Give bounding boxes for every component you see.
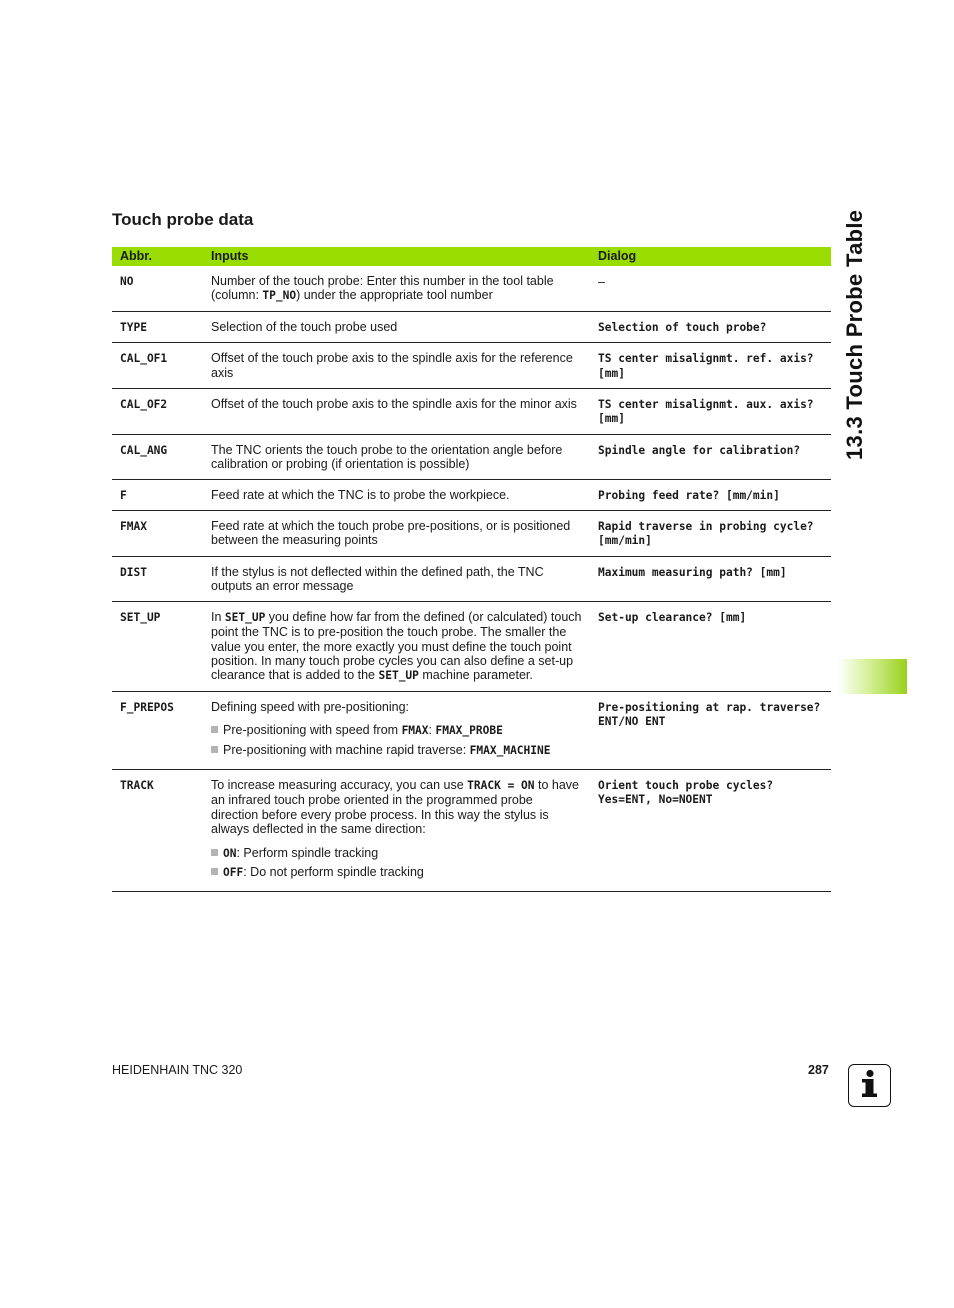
inputs-cell: Feed rate at which the TNC is to probe the workpiece.	[203, 479, 590, 510]
table-row	[112, 769, 831, 891]
table-row	[112, 343, 831, 389]
abbr-cell: TYPE	[112, 311, 203, 342]
inputs-text: machine parameter.	[418, 668, 533, 683]
dialog-cell: Maximum measuring path? [mm]	[590, 556, 831, 601]
abbr-cell: CAL_OF2	[112, 389, 203, 435]
info-icon	[848, 1064, 891, 1107]
inputs-text: to have an infrared touch probe oriented in the programmed probe direction before every probe process. In this way the stylus is always deflected in the same direction:	[211, 777, 579, 837]
abbr-cell: CAL_OF1	[112, 343, 203, 389]
dialog-cell: –	[590, 266, 831, 311]
abbr-cell: F_PREPOS	[112, 691, 203, 769]
inline-code: OFF	[223, 865, 244, 879]
dialog-cell: TS center misalignmt. aux. axis? [mm]	[590, 389, 831, 435]
chapter-tab-marker	[838, 659, 907, 694]
table-row	[112, 434, 831, 479]
chapter-side-title-text: 13.3 Touch Probe Table	[842, 209, 867, 460]
inline-code: TRACK = ON	[467, 778, 535, 792]
inputs-text: Defining speed with pre-positioning:	[211, 699, 410, 714]
inputs-text: In	[211, 609, 225, 624]
dialog-cell: Set-up clearance? [mm]	[590, 601, 831, 691]
section-heading: Touch probe data	[112, 210, 254, 229]
table-row	[112, 691, 831, 769]
abbr-cell: CAL_ANG	[112, 434, 203, 479]
inputs-text: Number of the touch probe: Enter this number in the tool table (column:	[211, 274, 554, 303]
abbr-cell: F	[112, 479, 203, 510]
dialog-cell: TS center misalignmt. ref. axis? [mm]	[590, 343, 831, 389]
table-row	[112, 601, 831, 691]
bullet-square-icon	[211, 849, 218, 856]
dialog-cell: Orient touch probe cycles? Yes=ENT, No=NOENT	[590, 769, 831, 891]
table-row	[112, 266, 831, 311]
abbr-cell: FMAX	[112, 511, 203, 557]
inputs-paragraph	[211, 778, 582, 837]
bullet-text: : Perform spindle tracking	[236, 845, 379, 860]
abbr-cell: NO	[112, 266, 203, 311]
dialog-cell: Rapid traverse in probing cycle? [mm/min]	[590, 511, 831, 557]
bullet-text: : Do not perform spindle tracking	[243, 864, 424, 879]
dialog-cell: Selection of touch probe?	[590, 311, 831, 342]
inputs-cell	[203, 266, 590, 311]
inputs-text: To increase measuring accuracy, you can use	[211, 777, 468, 792]
bullet-text: Pre-positioning with speed from	[223, 723, 402, 738]
table-row	[112, 556, 831, 601]
footer-product-name: HEIDENHAIN TNC 320	[112, 1063, 243, 1077]
page-number: 287	[808, 1063, 829, 1077]
bullet-square-icon	[211, 868, 218, 875]
list-item	[211, 846, 582, 861]
header-abbr: Abbr.	[112, 247, 203, 266]
inputs-cell: The TNC orients the touch probe to the orientation angle before calibration or probing (if orientation is possible)	[203, 434, 590, 479]
inputs-cell: Offset of the touch probe axis to the spindle axis for the minor axis	[203, 389, 590, 435]
info-icon-glyph	[849, 1065, 889, 1105]
inputs-cell: Offset of the touch probe axis to the spindle axis for the reference axis	[203, 343, 590, 389]
inline-code: TP_NO	[262, 289, 297, 303]
inputs-cell	[203, 769, 590, 891]
list-item	[211, 723, 582, 738]
header-inputs: Inputs	[203, 247, 590, 266]
inputs-cell	[203, 601, 590, 691]
bullet-square-icon	[211, 746, 218, 753]
touch-probe-data-table	[112, 247, 831, 892]
dialog-cell: Probing feed rate? [mm/min]	[590, 479, 831, 510]
list-item	[211, 743, 582, 758]
inline-code: FMAX_MACHINE	[469, 743, 551, 757]
inputs-text: ) under the appropriate tool number	[296, 288, 493, 303]
inputs-cell: Selection of the touch probe used	[203, 311, 590, 342]
table-row	[112, 389, 831, 435]
inputs-cell: Feed rate at which the touch probe pre-positions, or is positioned between the measuring points	[203, 511, 590, 557]
bullet-list	[211, 723, 582, 758]
bullet-list	[211, 846, 582, 881]
table-row	[112, 479, 831, 510]
bullet-square-icon	[211, 726, 218, 733]
list-item	[211, 865, 582, 880]
abbr-cell: DIST	[112, 556, 203, 601]
header-dialog: Dialog	[590, 247, 831, 266]
inputs-cell: If the stylus is not deflected within the defined path, the TNC outputs an error message	[203, 556, 590, 601]
dialog-cell: Spindle angle for calibration?	[590, 434, 831, 479]
inline-code: SET_UP	[378, 669, 419, 683]
inline-code: SET_UP	[224, 610, 266, 624]
bullet-text: Pre-positioning with machine rapid traverse:	[223, 742, 470, 757]
inline-code: FMAX_PROBE	[435, 724, 503, 738]
inline-code: ON	[223, 846, 237, 860]
inline-code: FMAX	[401, 724, 429, 738]
abbr-cell: SET_UP	[112, 601, 203, 691]
table-header-row	[112, 247, 831, 266]
table-row	[112, 311, 831, 342]
bullet-text: :	[428, 723, 436, 738]
inputs-cell	[203, 691, 590, 769]
inputs-text: you define how far from the defined (or calculated) touch point the TNC is to pre-position the touch probe. The smaller the value you enter, the more exactly you must define the touch point position. In many touch probe cycles you can also define a set-up clearance that is added to the	[211, 609, 582, 683]
table-row	[112, 511, 831, 557]
abbr-cell: TRACK	[112, 769, 203, 891]
dialog-cell: Pre-positioning at rap. traverse? ENT/NO ENT	[590, 691, 831, 769]
